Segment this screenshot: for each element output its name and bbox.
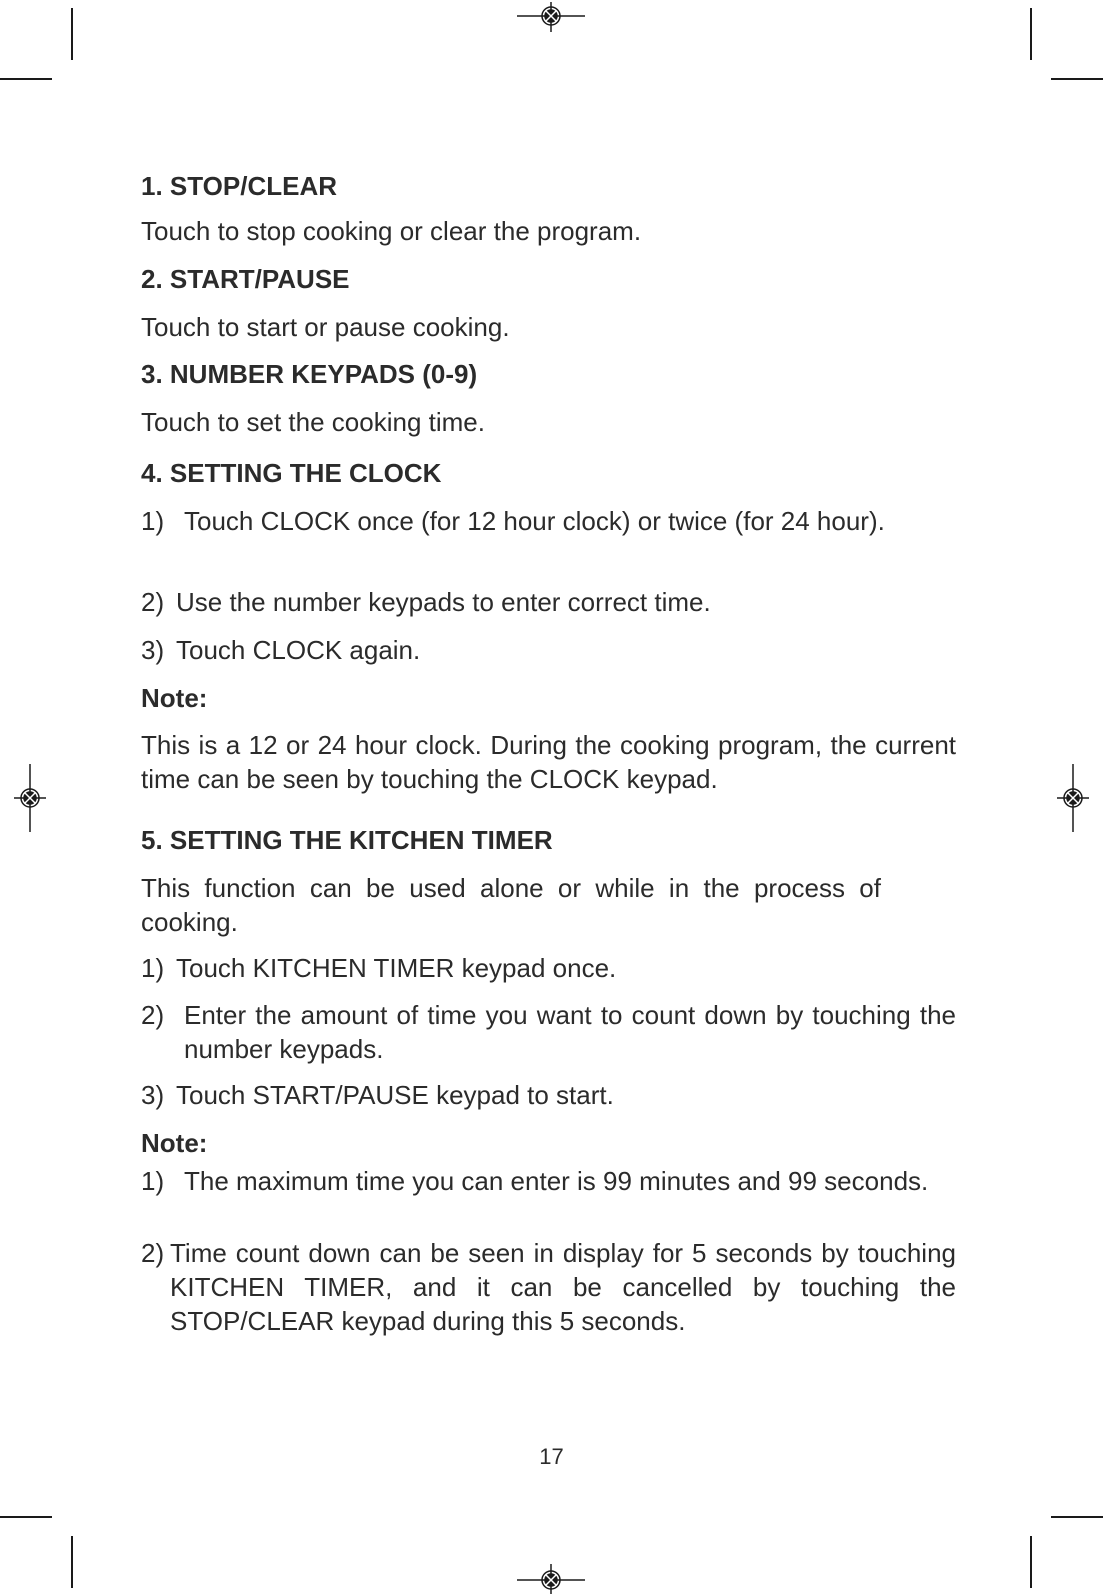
list-number: 1) (141, 953, 165, 983)
list-text: Use the number keypads to enter correct time. (176, 587, 711, 617)
note-label-timer: Note: (141, 1128, 208, 1158)
list-number: 3) (141, 1080, 165, 1110)
list-number: 1) (141, 1166, 165, 1196)
list-item (141, 998, 956, 1066)
list-text: Time count down can be seen in display for 5 seconds by touching KITCHEN TIMER, and it can be cancelled by touching the STOP/CLEAR keypad during this 5 seconds. (170, 1238, 956, 1336)
list-item (141, 504, 956, 538)
heading-start-pause: 2. START/PAUSE (141, 264, 350, 294)
text-number-keypads: Touch to set the cooking time. (141, 407, 485, 437)
heading-kitchen-timer: 5. SETTING THE KITCHEN TIMER (141, 825, 553, 855)
list-text: Touch START/PAUSE keypad to start. (176, 1080, 614, 1110)
text-start-pause: Touch to start or pause cooking. (141, 312, 510, 342)
list-text: Enter the amount of time you want to count down by touching the number keypads. (184, 1000, 956, 1064)
text-stop-clear: Touch to stop cooking or clear the program. (141, 216, 642, 246)
list-text: The maximum time you can enter is 99 minutes and 99 seconds. (184, 1166, 929, 1196)
list-text: Touch CLOCK again. (176, 635, 421, 665)
heading-setting-clock: 4. SETTING THE CLOCK (141, 458, 442, 488)
list-text: Touch KITCHEN TIMER keypad once. (176, 953, 617, 983)
list-number: 1) (141, 506, 165, 536)
list-item (141, 1164, 956, 1198)
list-number: 2) (141, 587, 165, 617)
list-item (141, 951, 956, 985)
list-number: 2) (141, 1000, 165, 1030)
note-text-clock: This is a 12 or 24 hour clock. During the cooking program, the current time can be seen by touching the CLOCK keypad. (141, 730, 956, 794)
list-item (141, 1236, 956, 1338)
list-item (141, 585, 956, 619)
page-number: 17 (539, 1444, 564, 1469)
list-number: 2) (141, 1238, 165, 1268)
note-label-clock: Note: (141, 683, 208, 713)
intro-kitchen-timer: This function can be used alone or while in the process of cooking. (141, 873, 881, 937)
heading-number-keypads: 3. NUMBER KEYPADS (0-9) (141, 359, 478, 389)
list-item (141, 633, 956, 667)
list-number: 3) (141, 635, 165, 665)
list-item (141, 1078, 956, 1112)
list-text: Touch CLOCK once (for 12 hour clock) or twice (for 24 hour). (184, 506, 885, 536)
heading-stop-clear: 1. STOP/CLEAR (141, 171, 338, 201)
